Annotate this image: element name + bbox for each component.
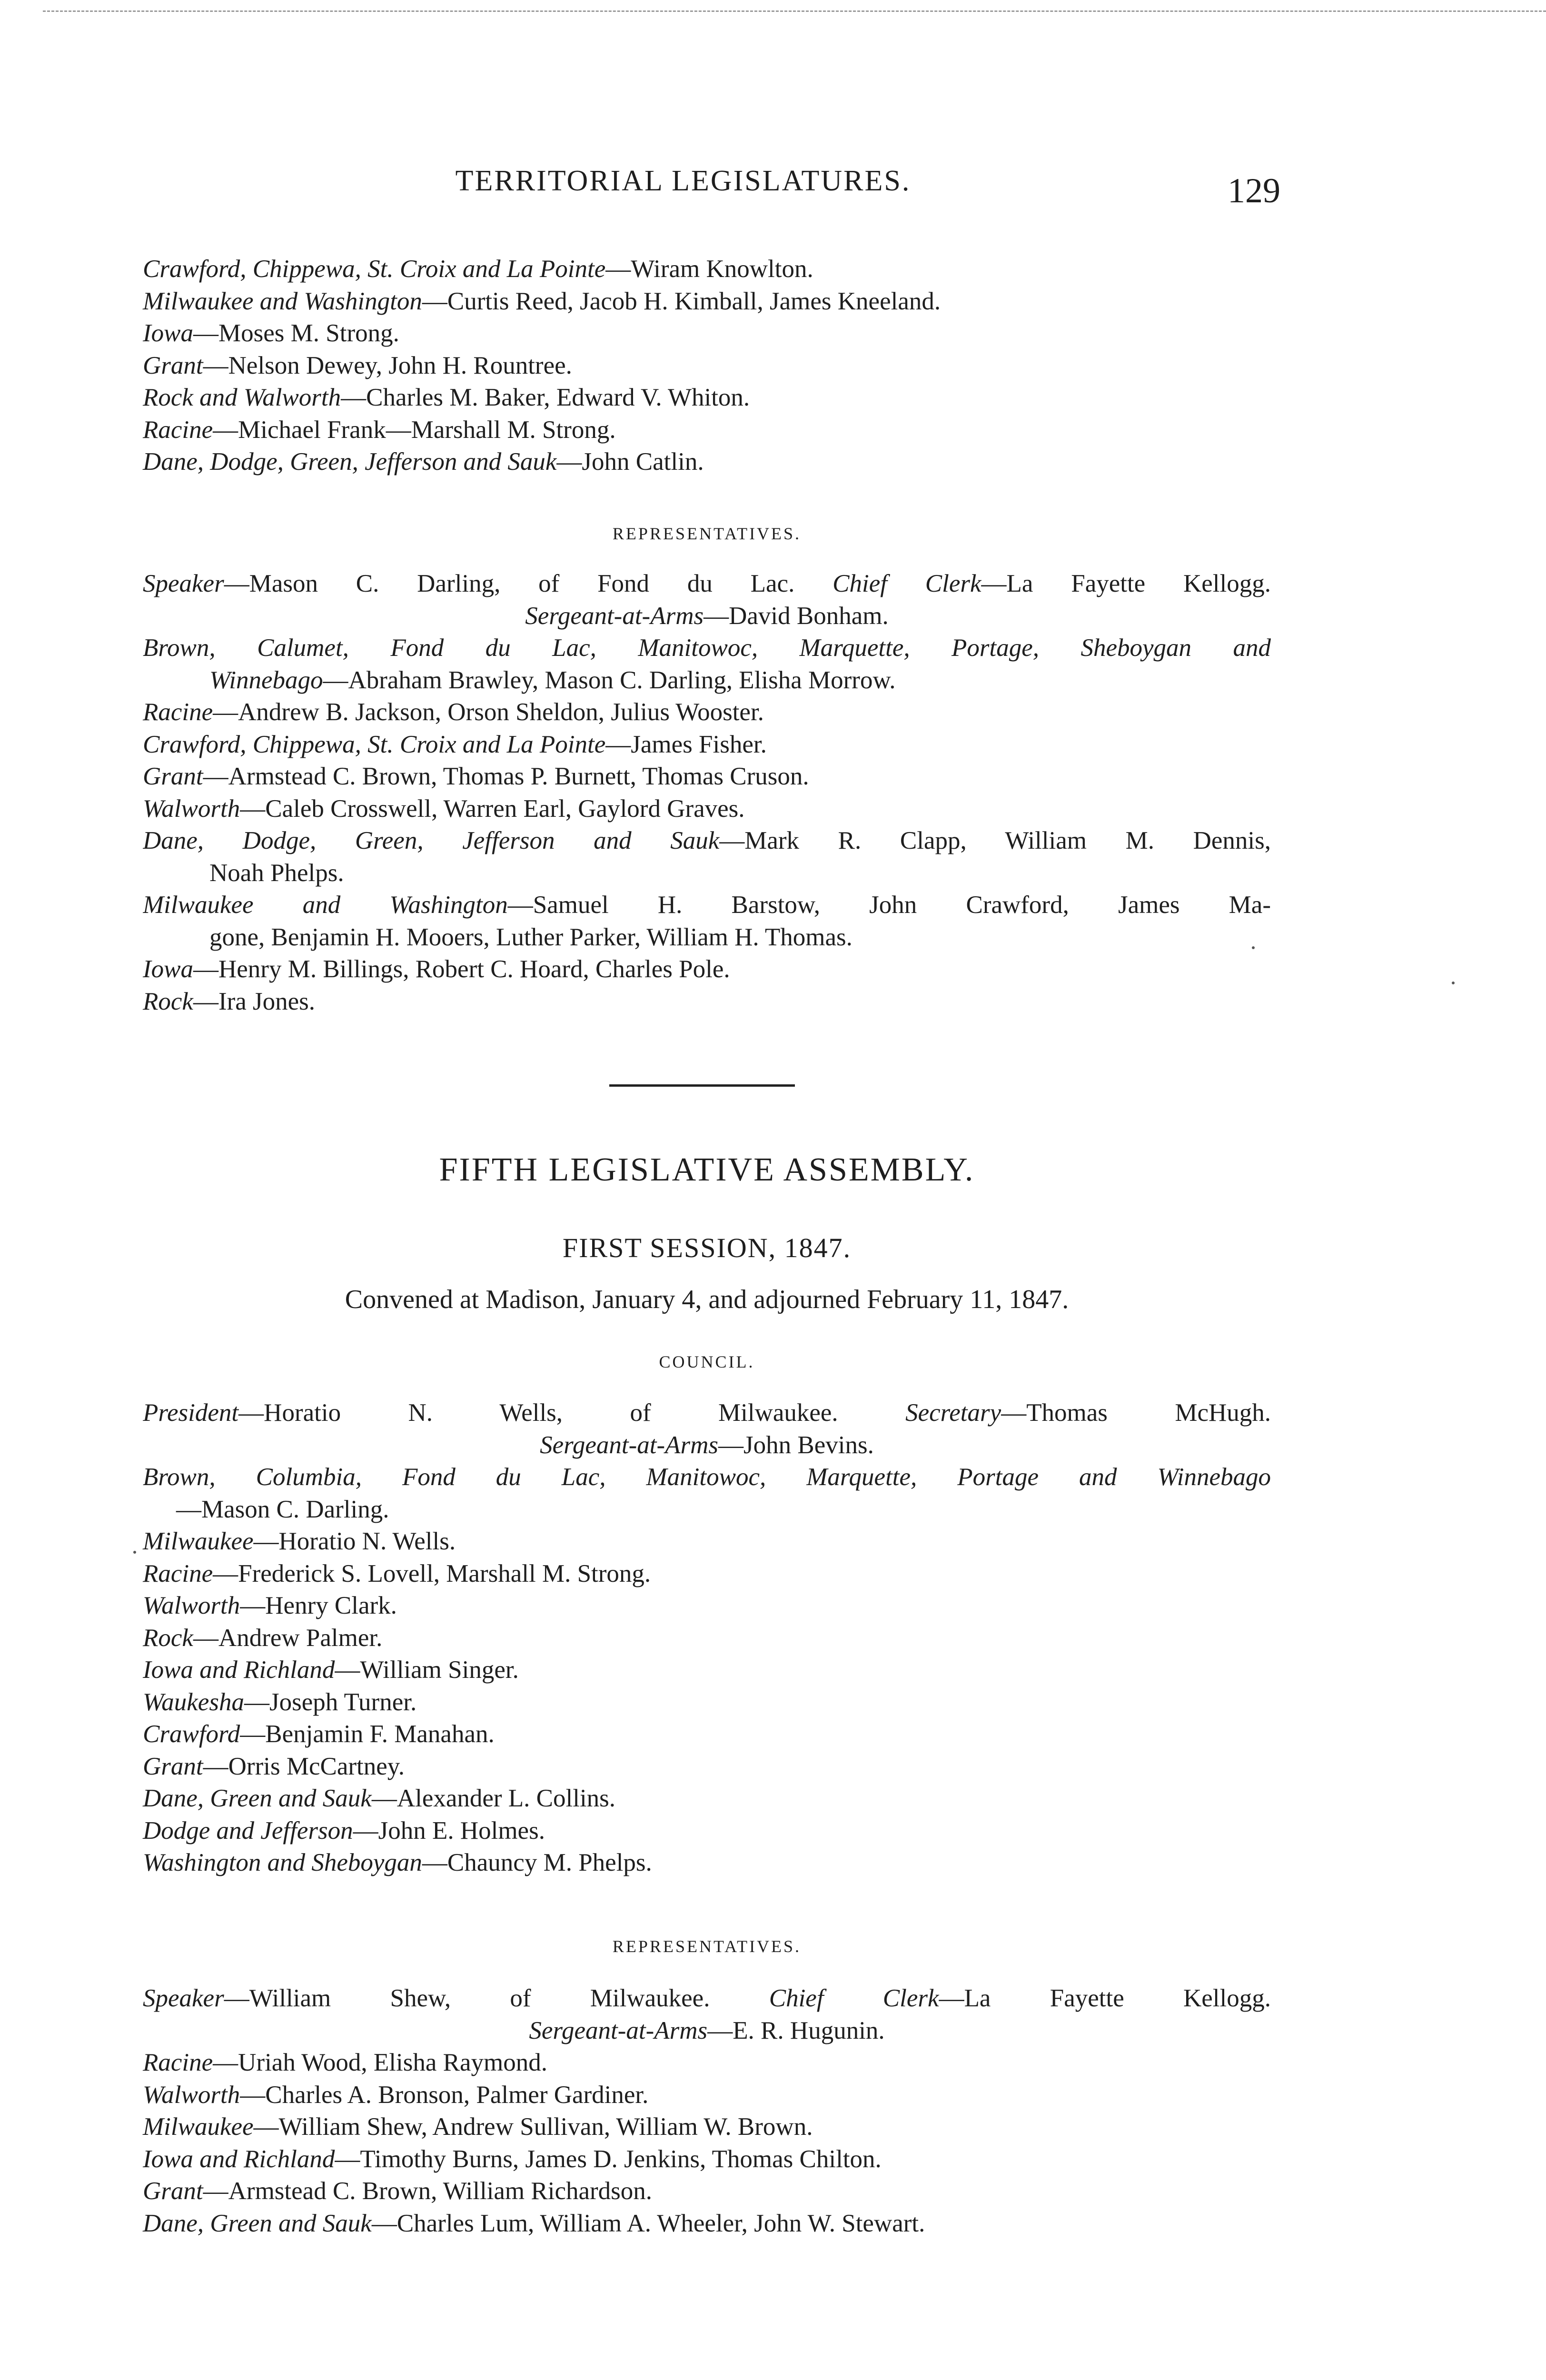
list-item: [143, 632, 1271, 664]
member-names: gone, Benjamin H. Mooers, Luther Parker, William H. Thomas.: [209, 923, 852, 951]
member-names: Charles M. Baker, Edward V. Whiton.: [366, 384, 750, 411]
district-label: Iowa and Richland: [143, 2145, 335, 2173]
council-list: [143, 1397, 1271, 1879]
list-item: Racine—Michael Frank—Marshall M. Strong.: [143, 416, 616, 444]
district-label: Rock and Walworth: [143, 384, 341, 411]
district-label: Brown, Columbia, Fond du Lac, Manitowoc, Marquette, Portage and Winnebago: [143, 1463, 1271, 1491]
member-names: Joseph Turner.: [269, 1688, 417, 1716]
list-item-continued: [143, 1494, 1271, 1526]
list-item-continued: Winnebago—Abraham Brawley, Mason C. Darling, Elisha Morrow.: [209, 666, 896, 694]
list-item: Waukesha—Joseph Turner.: [143, 1688, 417, 1716]
officers-line: President—Horatio N. Wells, of Milwaukee. Secretary—Thomas McHugh.: [143, 1399, 1271, 1427]
list-item: Dane, Dodge, Green, Jefferson and Sauk—Mark R. Clapp, William M. Dennis,: [143, 827, 1271, 854]
member-names: Michael Frank—Marshall M. Strong.: [238, 416, 616, 444]
list-item: Milwaukee—William Shew, Andrew Sullivan, William W. Brown.: [143, 2113, 813, 2141]
list-item: Rock and Walworth—Charles M. Baker, Edward V. Whiton.: [143, 384, 750, 411]
district-label: Racine: [143, 698, 213, 726]
running-head: [143, 164, 1280, 210]
speaker-label: Speaker: [143, 1984, 224, 2012]
sergeant-label: Sergeant-at-Arms: [540, 1431, 718, 1459]
running-title: TERRITORIAL LEGISLATURES.: [455, 165, 911, 197]
district-label: Milwaukee: [143, 1527, 254, 1555]
convened-line: Convened at Madison, January 4, and adjourned February 11, 1847.: [345, 1285, 1069, 1314]
district-label: Rock: [143, 987, 193, 1015]
list-item: [143, 1461, 1271, 1494]
district-label: Winnebago: [209, 666, 323, 694]
member-names: James Fisher.: [631, 730, 767, 758]
member-names: Alexander L. Collins.: [396, 1785, 616, 1812]
member-names: Armstead C. Brown, William Richardson.: [228, 2177, 653, 2205]
sergeant-label: Sergeant-at-Arms: [529, 2016, 708, 2044]
member-names: Curtis Reed, Jacob H. Kimball, James Kneeland.: [447, 287, 941, 315]
list-item: Grant—Orris McCartney.: [143, 1752, 405, 1780]
list-item: Racine—Uriah Wood, Elisha Raymond.: [143, 2049, 547, 2076]
scan-speck: [133, 1551, 136, 1554]
district-label: Dane, Green and Sauk: [143, 2209, 372, 2237]
list-item-continued: [143, 857, 1271, 890]
district-label: Crawford, Chippewa, St. Croix and La Pointe: [143, 255, 606, 283]
officers-line: Speaker—William Shew, of Milwaukee. Chief Clerk—La Fayette Kellogg.: [143, 1984, 1271, 2012]
clerk-name: La Fayette Kellogg.: [964, 1984, 1271, 2012]
member-names: Benjamin F. Manahan.: [265, 1720, 495, 1748]
district-label: Racine: [143, 2049, 213, 2076]
member-names: John Catlin.: [582, 448, 704, 476]
list-item: Crawford—Benjamin F. Manahan.: [143, 1720, 495, 1748]
list-item: Rock—Andrew Palmer.: [143, 1624, 383, 1652]
district-label: Grant: [143, 2177, 203, 2205]
district-label: Grant: [143, 763, 203, 790]
member-names: Samuel H. Barstow, John Crawford, James Ma-: [533, 891, 1271, 919]
scan-speck: [1252, 946, 1255, 949]
district-label: Iowa and Richland: [143, 1656, 335, 1684]
district-label: Iowa: [143, 955, 193, 983]
sergeant-name: David Bonham.: [729, 602, 889, 630]
sergeant-name: John Bevins.: [743, 1431, 874, 1459]
clerk-name: La Fayette Kellogg.: [1006, 570, 1271, 597]
member-names: Uriah Wood, Elisha Raymond.: [238, 2049, 547, 2076]
district-label: Waukesha: [143, 1688, 244, 1716]
district-label: Milwaukee and Washington: [143, 287, 422, 315]
secretary-name: Thomas McHugh.: [1026, 1399, 1271, 1427]
member-names: Andrew B. Jackson, Orson Sheldon, Julius Wooster.: [238, 698, 764, 726]
clerk-label: Chief Clerk: [832, 570, 981, 597]
member-names: Frederick S. Lovell, Marshall M. Strong.: [238, 1559, 651, 1587]
list-item: Grant—Nelson Dewey, John H. Rountree.: [143, 351, 572, 379]
member-names: Charles Lum, William A. Wheeler, John W. Stewart.: [396, 2209, 925, 2237]
council-heading: COUNCIL.: [659, 1352, 755, 1371]
member-names: Noah Phelps.: [209, 859, 344, 887]
sergeant-line: Sergeant-at-Arms—E. R. Hugunin.: [529, 2016, 885, 2044]
district-label: Walworth: [143, 794, 240, 823]
district-label: Milwaukee and Washington: [143, 891, 508, 919]
list-item-continued: [143, 922, 1271, 954]
sergeant-line: Sergeant-at-Arms—John Bevins.: [540, 1431, 874, 1459]
list-item: Milwaukee and Washington—Samuel H. Barstow, John Crawford, James Ma-: [143, 891, 1271, 919]
sergeant-name: E. R. Hugunin.: [733, 2016, 885, 2044]
member-names: Mark R. Clapp, William M. Dennis,: [744, 827, 1271, 854]
list-item: Grant—Armstead C. Brown, William Richardson.: [143, 2177, 653, 2205]
district-label: Grant: [143, 351, 203, 379]
district-label: Milwaukee: [143, 2113, 254, 2141]
district-label: Iowa: [143, 319, 193, 347]
member-names: Henry Clark.: [265, 1592, 397, 1619]
member-names: Abraham Brawley, Mason C. Darling, Elisha Morrow.: [348, 666, 896, 694]
list-item: Walworth—Henry Clark.: [143, 1592, 397, 1619]
president-label: President: [143, 1399, 239, 1427]
member-names: Moses M. Strong.: [218, 319, 399, 347]
district-label: Grant: [143, 1752, 203, 1780]
representatives-heading: REPRESENTATIVES.: [612, 1937, 802, 1956]
list-item: Racine—Andrew B. Jackson, Orson Sheldon, Julius Wooster.: [143, 698, 764, 726]
district-label: Crawford: [143, 1720, 240, 1748]
secretary-label: Secretary: [905, 1399, 1001, 1427]
member-names: Armstead C. Brown, Thomas P. Burnett, Thomas Cruson.: [228, 763, 809, 790]
member-names: John E. Holmes.: [378, 1816, 545, 1844]
session-title: FIRST SESSION, 1847.: [562, 1232, 852, 1263]
district-label: Dane, Dodge, Green, Jefferson and Sauk: [143, 448, 557, 476]
member-names: William Shew, Andrew Sullivan, William W. Brown.: [278, 2113, 813, 2141]
member-names: Timothy Burns, James D. Jenkins, Thomas Chilton.: [360, 2145, 882, 2173]
member-names: Ira Jones.: [218, 987, 316, 1015]
representatives-list: [143, 568, 1271, 1018]
page-number: 129: [1228, 171, 1280, 210]
district-label: Walworth: [143, 2081, 240, 2109]
speaker-label: Speaker: [143, 570, 224, 597]
sergeant-label: Sergeant-at-Arms: [525, 602, 704, 630]
representatives-heading: REPRESENTATIVES.: [612, 524, 802, 543]
list-item: Dane, Green and Sauk—Alexander L. Collins.: [143, 1785, 616, 1812]
list-item: Dane, Green and Sauk—Charles Lum, William A. Wheeler, John W. Stewart.: [143, 2209, 925, 2237]
speaker-name: Mason C. Darling, of Fond du Lac.: [249, 570, 795, 597]
member-names: Charles A. Bronson, Palmer Gardiner.: [265, 2081, 649, 2109]
council-continued-list: [143, 253, 1271, 478]
representatives-list: [143, 1983, 1271, 2240]
member-names: Andrew Palmer.: [218, 1624, 383, 1652]
top-scan-rule: [43, 10, 1546, 12]
district-label: Brown, Calumet, Fond du Lac, Manitowoc, Marquette, Portage, Sheboygan and: [143, 634, 1271, 662]
district-label: Walworth: [143, 1592, 240, 1619]
list-item: Crawford, Chippewa, St. Croix and La Pointe—James Fisher.: [143, 730, 767, 758]
member-names: —Mason C. Darling.: [176, 1495, 389, 1523]
sergeant-line: Sergeant-at-Arms—David Bonham.: [525, 602, 889, 630]
list-item: Racine—Frederick S. Lovell, Marshall M. Strong.: [143, 1559, 651, 1587]
list-item: Walworth—Caleb Crosswell, Warren Earl, Gaylord Graves.: [143, 794, 745, 823]
member-names: Nelson Dewey, John H. Rountree.: [228, 351, 572, 379]
district-label: Washington and Sheboygan: [143, 1849, 422, 1876]
scan-speck: [1452, 982, 1455, 984]
speaker-name: William Shew, of Milwaukee.: [249, 1984, 710, 2012]
district-label: Racine: [143, 416, 213, 444]
list-item: Milwaukee and Washington—Curtis Reed, Jacob H. Kimball, James Kneeland.: [143, 287, 941, 315]
list-item: Dane, Dodge, Green, Jefferson and Sauk—John Catlin.: [143, 448, 704, 476]
member-names: Wiram Knowlton.: [631, 255, 813, 283]
member-names: Caleb Crosswell, Warren Earl, Gaylord Graves.: [265, 794, 745, 823]
district-label: Racine: [143, 1559, 213, 1587]
clerk-label: Chief Clerk: [769, 1984, 939, 2012]
section-divider: [609, 1084, 795, 1087]
list-item: Washington and Sheboygan—Chauncy M. Phelps.: [143, 1849, 652, 1876]
member-names: Orris McCartney.: [228, 1752, 405, 1780]
list-item: Walworth—Charles A. Bronson, Palmer Gardiner.: [143, 2081, 649, 2109]
member-names: William Singer.: [360, 1656, 519, 1684]
officers-line: Speaker—Mason C. Darling, of Fond du Lac. Chief Clerk—La Fayette Kellogg.: [143, 570, 1271, 597]
list-item: Dodge and Jefferson—John E. Holmes.: [143, 1816, 545, 1844]
list-item: Grant—Armstead C. Brown, Thomas P. Burnett, Thomas Cruson.: [143, 763, 809, 790]
list-item: Milwaukee—Horatio N. Wells.: [143, 1527, 456, 1555]
district-label: Dane, Dodge, Green, Jefferson and Sauk: [143, 827, 720, 854]
list-item: Iowa—Moses M. Strong.: [143, 319, 399, 347]
district-label: Dodge and Jefferson: [143, 1816, 353, 1844]
list-item: Rock—Ira Jones.: [143, 987, 316, 1015]
district-label: Rock: [143, 1624, 193, 1652]
assembly-title: FIFTH LEGISLATIVE ASSEMBLY.: [439, 1151, 975, 1188]
district-label: Crawford, Chippewa, St. Croix and La Pointe: [143, 730, 606, 758]
list-item: Crawford, Chippewa, St. Croix and La Pointe—Wiram Knowlton.: [143, 255, 813, 283]
member-names: Chauncy M. Phelps.: [447, 1849, 652, 1876]
list-item: Iowa—Henry M. Billings, Robert C. Hoard, Charles Pole.: [143, 955, 730, 983]
member-names: Horatio N. Wells.: [278, 1527, 456, 1555]
president-name: Horatio N. Wells, of Milwaukee.: [264, 1399, 838, 1427]
list-item: Iowa and Richland—William Singer.: [143, 1656, 519, 1684]
member-names: Henry M. Billings, Robert C. Hoard, Charles Pole.: [218, 955, 730, 983]
district-label: Dane, Green and Sauk: [143, 1785, 372, 1812]
list-item: Iowa and Richland—Timothy Burns, James D. Jenkins, Thomas Chilton.: [143, 2145, 882, 2173]
